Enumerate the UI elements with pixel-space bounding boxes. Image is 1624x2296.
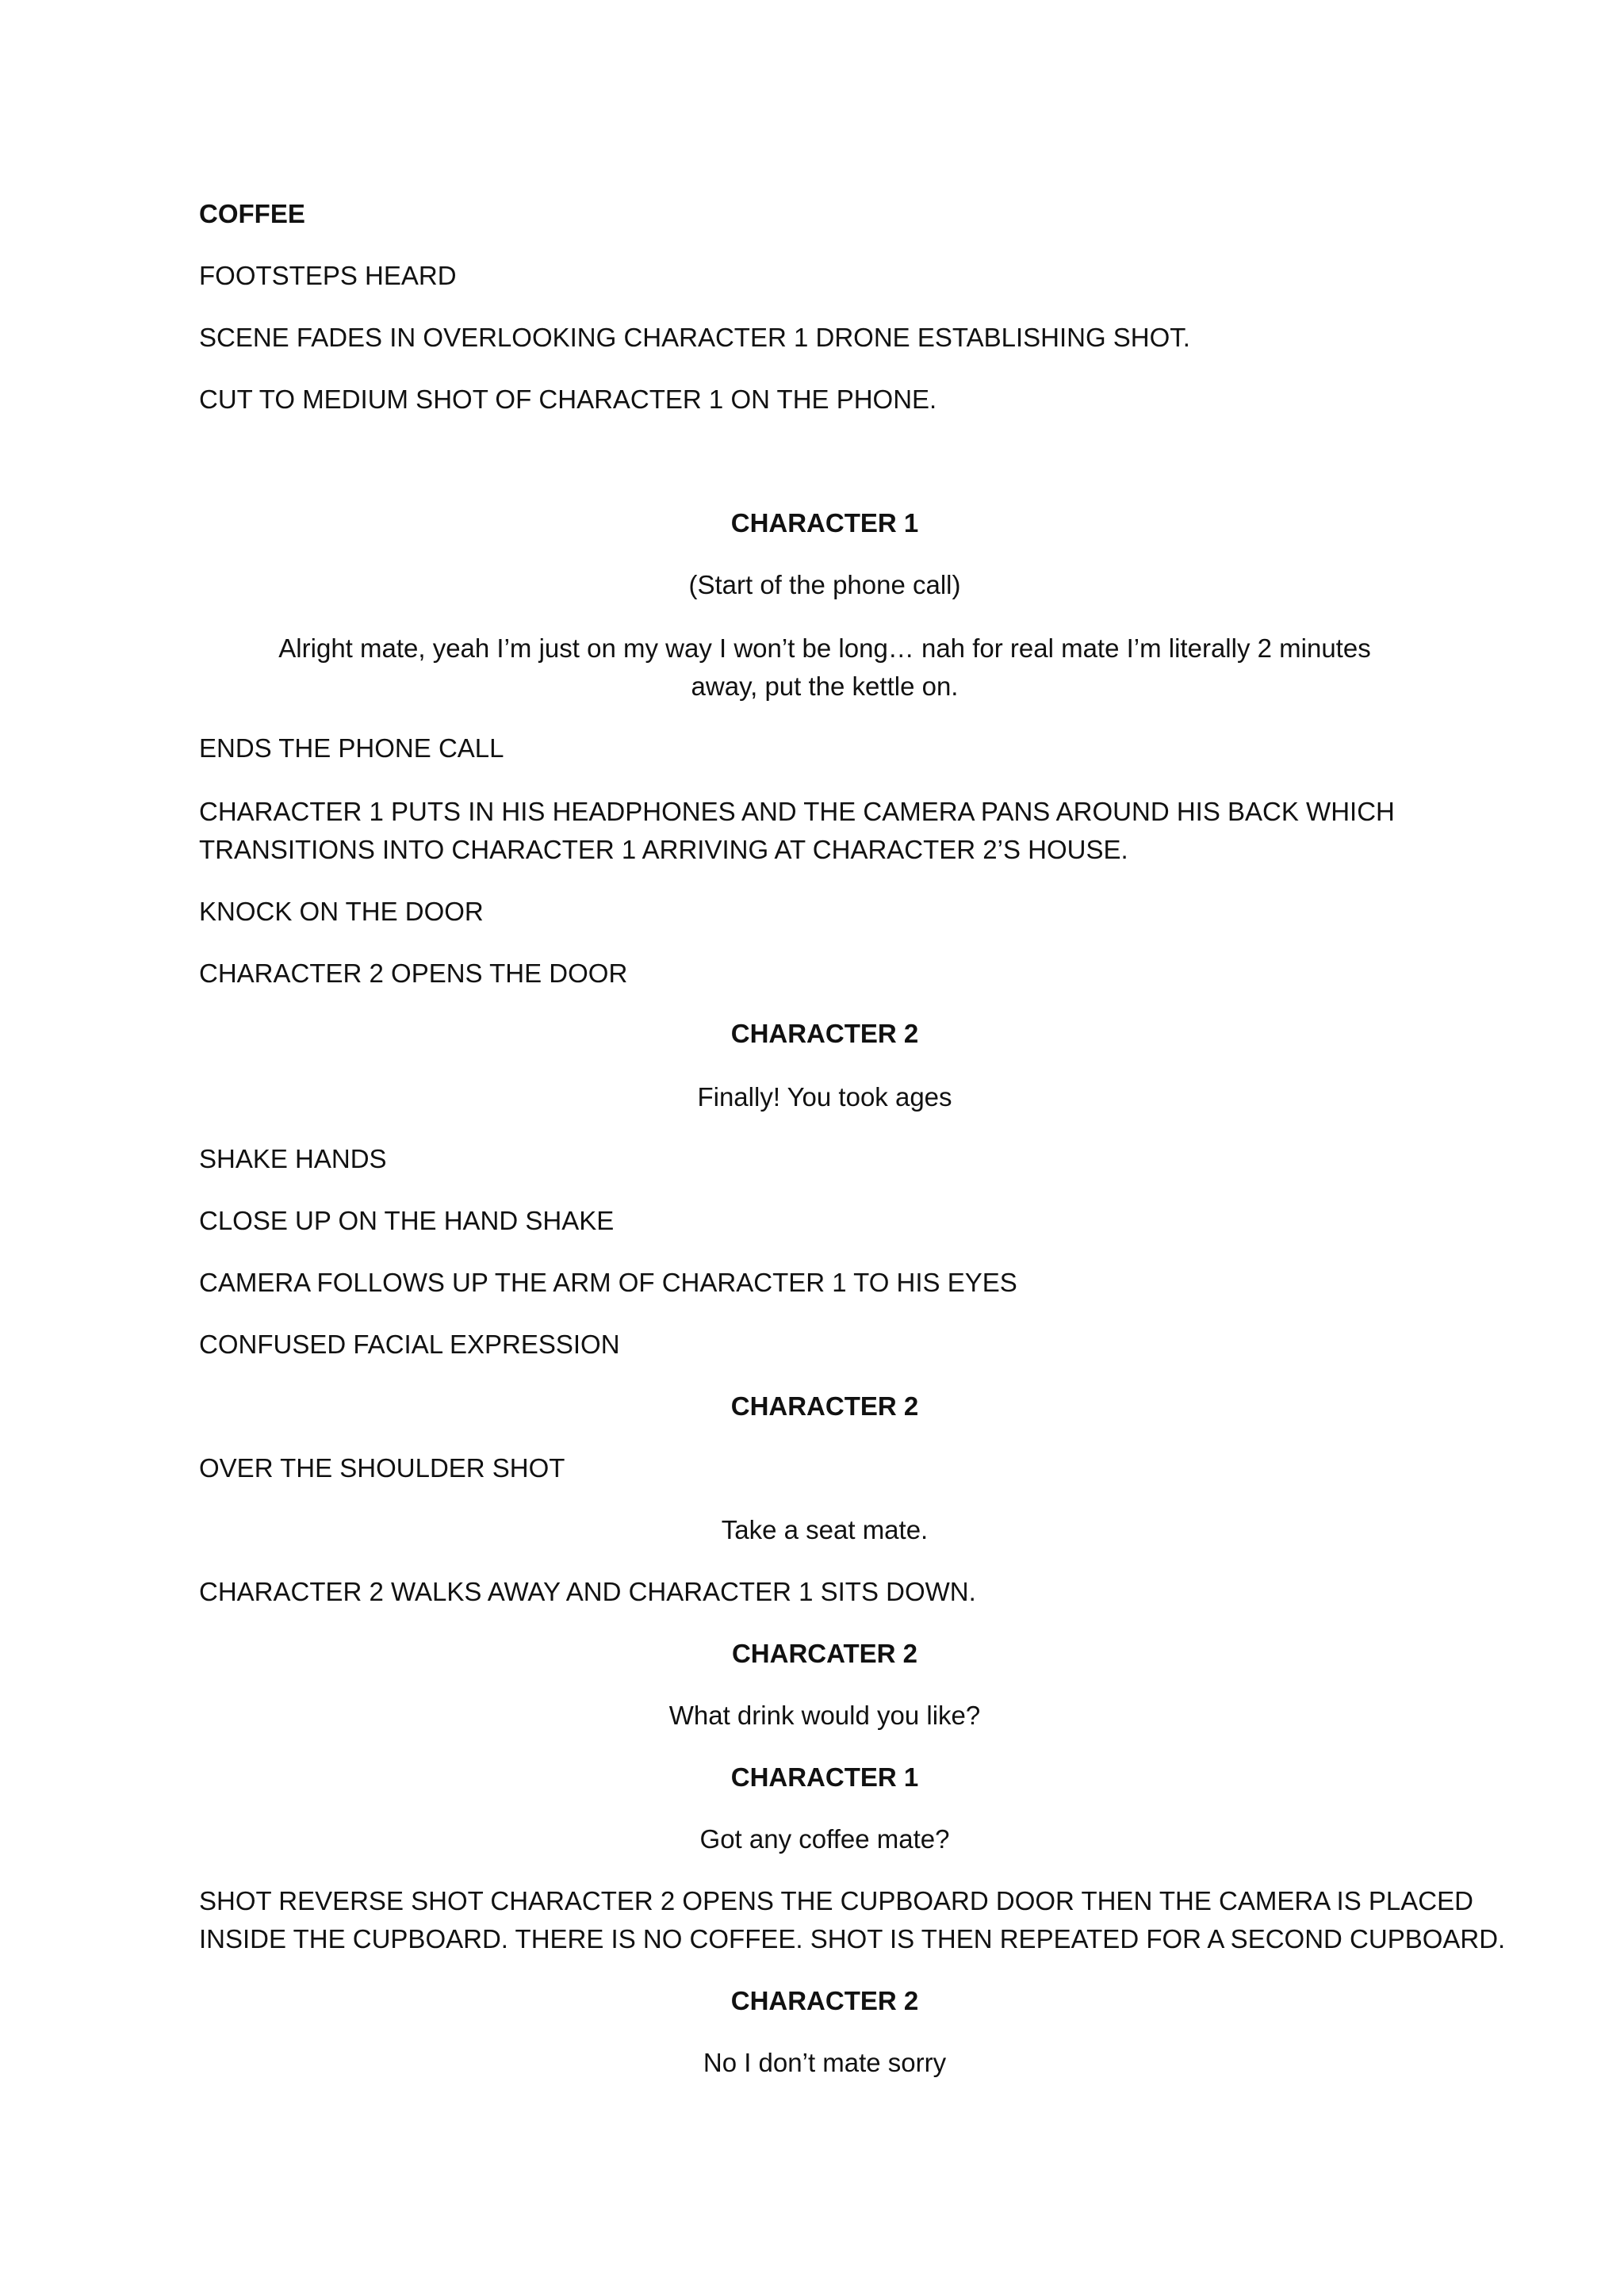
dialogue-line: No I don’t mate sorry (703, 2048, 947, 2077)
action-line: FOOTSTEPS HEARD (199, 261, 457, 290)
action-line: INSIDE THE CUPBOARD. THERE IS NO COFFEE. SHOT IS THEN REPEATED FOR A SECOND CUPBOARD. (199, 1924, 1506, 1954)
action-line: CUT TO MEDIUM SHOT OF CHARACTER 1 ON THE PHONE. (199, 385, 937, 414)
action-line: CHARACTER 2 OPENS THE DOOR (199, 959, 628, 988)
action-line: CAMERA FOLLOWS UP THE ARM OF CHARACTER 1 TO HIS EYES (199, 1268, 1017, 1297)
action-line: SHOT REVERSE SHOT CHARACTER 2 OPENS THE CUPBOARD DOOR THEN THE CAMERA IS PLACED (199, 1886, 1473, 1915)
action-line: CONFUSED FACIAL EXPRESSION (199, 1330, 620, 1359)
character-name: CHARACTER 2 (730, 1986, 919, 2015)
action-line: ENDS THE PHONE CALL (199, 733, 504, 763)
action-line: TRANSITIONS INTO CHARACTER 1 ARRIVING AT CHARACTER 2’S HOUSE. (199, 835, 1128, 864)
character-name: CHARACTER 2 (730, 1019, 919, 1048)
dialogue-line: Got any coffee mate? (699, 1824, 950, 1854)
script-title: COFFEE (199, 199, 305, 228)
dialogue-line: Finally! You took ages (697, 1082, 952, 1112)
dialogue-line: Take a seat mate. (721, 1515, 929, 1544)
character-name: CHARCATER 2 (731, 1639, 918, 1668)
action-line: OVER THE SHOULDER SHOT (199, 1453, 565, 1483)
action-line: KNOCK ON THE DOOR (199, 897, 484, 926)
dialogue-line: Alright mate, yeah I’m just on my way I won’t be long… nah for real mate I’m literally 2 minutes (278, 633, 1371, 663)
action-line: CLOSE UP ON THE HAND SHAKE (199, 1206, 615, 1235)
dialogue-line: away, put the kettle on. (691, 672, 959, 701)
character-name: CHARACTER 1 (730, 1762, 919, 1792)
parenthetical: (Start of the phone call) (688, 570, 961, 599)
character-name: CHARACTER 2 (730, 1391, 919, 1421)
action-line: CHARACTER 1 PUTS IN HIS HEADPHONES AND THE CAMERA PANS AROUND HIS BACK WHICH (199, 797, 1395, 826)
action-line: SHAKE HANDS (199, 1144, 387, 1173)
action-line: SCENE FADES IN OVERLOOKING CHARACTER 1 DRONE ESTABLISHING SHOT. (199, 323, 1190, 352)
action-line: CHARACTER 2 WALKS AWAY AND CHARACTER 1 SITS DOWN. (199, 1577, 976, 1606)
dialogue-line: What drink would you like? (668, 1701, 981, 1730)
character-name: CHARACTER 1 (730, 508, 919, 538)
